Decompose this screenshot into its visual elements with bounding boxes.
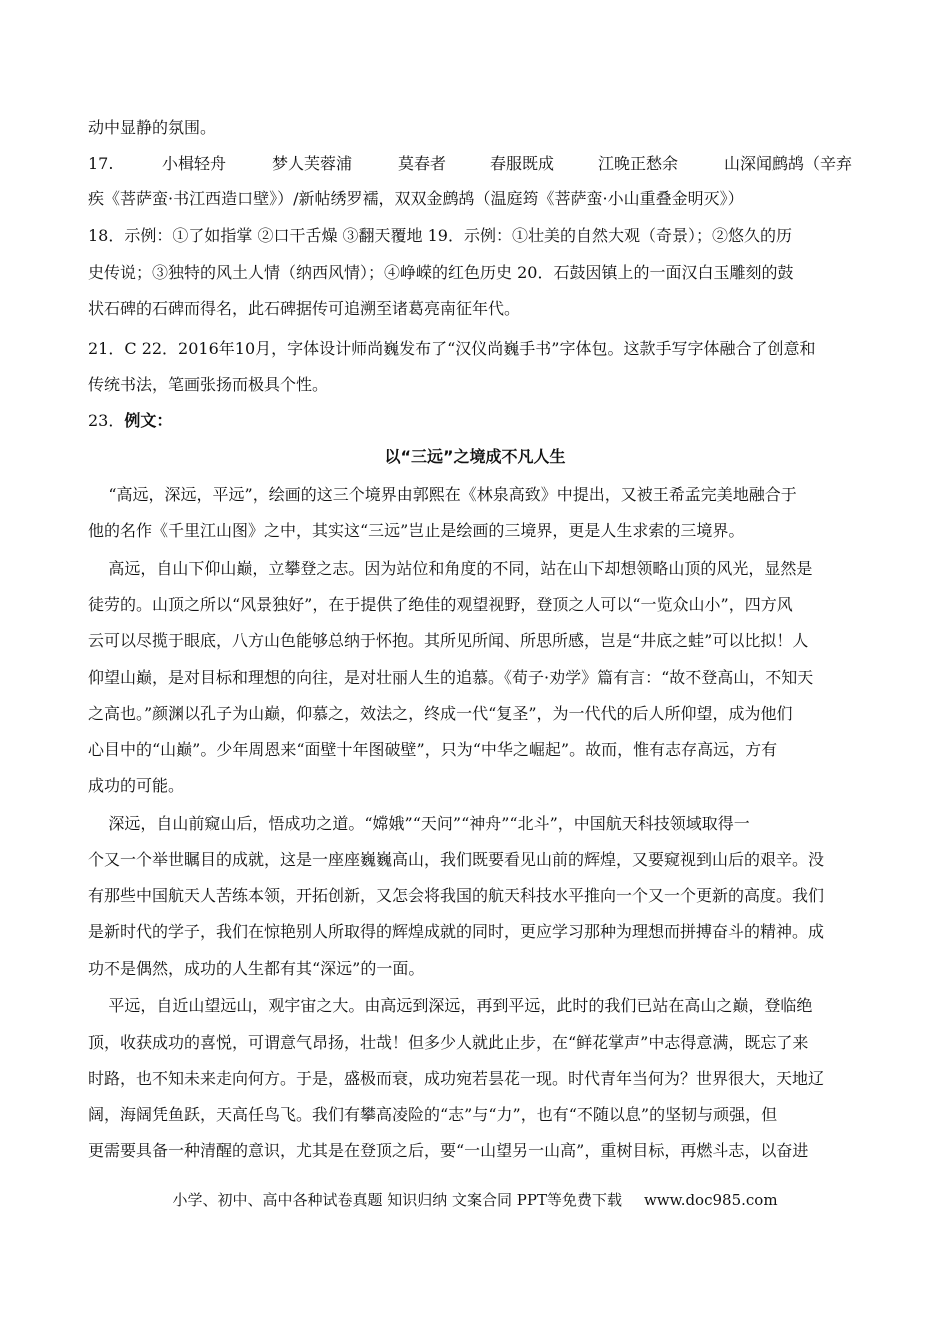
text-line: 动中显静的氛围。 — [88, 118, 217, 137]
text-line: 21．C 22．2016年10月，字体设计师尚巍发布了“汉仪尚巍手书”字体包。这款手写字体融合了创意和 — [88, 339, 816, 358]
answer-blank: 江晚正愁余 — [598, 154, 679, 173]
essay-line: 深远，自山前窥山后，悟成功之道。“嫦娥”“天问”“神舟”“北斗”，中国航天科技领域取得一 — [88, 814, 750, 833]
essay-line: 心目中的“山巅”。少年周恩来“面壁十年图破壁”，只为“中华之崛起”。故而，惟有志存高远，方有 — [88, 740, 778, 759]
essay-line: 功不是偶然，成功的人生都有其“深远”的一面。 — [88, 959, 425, 978]
essay-line: 更需要具备一种清醒的意识，尤其是在登顶之后，要“一山望另一山高”，重树目标，再燃斗志，以奋进 — [88, 1141, 809, 1160]
text-line: 状石碑的石碑而得名，此石碑据传可追溯至诸葛亮南征年代。 — [88, 299, 521, 318]
essay-line: 徒劳的。山顶之所以“风景独好”，在于提供了绝佳的观望视野，登顶之人可以“一览众山小”，四方风 — [88, 595, 793, 614]
page-footer — [0, 1190, 950, 1210]
essay-line: 时路，也不知未来走向何方。于是，盛极而衰，成功宛若昙花一现。时代青年当何为？世界很大，天地辽 — [88, 1069, 825, 1088]
essay-line: 他的名作《千里江山图》之中，其实这“三远”岂止是绘画的三境界，更是人生求索的三境界。 — [88, 521, 745, 540]
essay-line: 顶，收获成功的喜悦，可谓意气昂扬，壮哉！但多少人就此止步，在“鲜花掌声”中志得意满，既忘了来 — [88, 1033, 809, 1052]
text-line: 传统书法，笔画张扬而极具个性。 — [88, 375, 329, 394]
question-23-line — [88, 410, 878, 432]
essay-line: 云可以尽揽于眼底，八方山色能够总纳于怀抱。其所见所闻、所思所感，岂是“井底之蛙”可以比拟！人 — [88, 631, 809, 650]
essay-line: 有那些中国航天人苦练本领，开拓创新，又怎会将我国的航天科技水平推向一个又一个更新的高度。我们 — [88, 886, 825, 905]
essay-line: 仰望山巅，是对目标和理想的向往，是对壮丽人生的追慕。《荀子·劝学》篇有言：“故不登高山，不知天 — [88, 668, 814, 687]
essay-line: 是新时代的学子，我们在惊艳别人所取得的辉煌成就的同时，更应学习那种为理想而拼搏奋斗的精神。成 — [88, 922, 825, 941]
essay-line: 平远，自近山望远山，观宇宙之大。由高远到深远，再到平远，此时的我们已站在高山之巅，登临绝 — [88, 996, 813, 1015]
essay-line: 高远，自山下仰山巅，立攀登之志。因为站位和角度的不同，站在山下却想领略山顶的风光，显然是 — [88, 559, 813, 578]
answer-blank: 莫春者 — [398, 154, 447, 173]
essay-title: 以“三远”之境成不凡人生 — [384, 447, 566, 466]
essay-line: 个又一个举世瞩目的成就，这是一座座巍巍高山，我们既要看见山前的辉煌，又要窥视到山后的艰辛。没 — [88, 850, 825, 869]
essay-line: “高远，深远，平远”，绘画的这三个境界由郭熙在《林泉高致》中提出，又被王希孟完美地融合于 — [88, 485, 797, 504]
footer-text: 小学、初中、高中各种试卷真题 知识归纳 文案合同 PPT等免费下载 — [172, 1191, 622, 1209]
question-number: 23． — [88, 411, 125, 430]
answer-blank: 春服既成 — [490, 154, 555, 173]
essay-line: 之高也。”颜渊以孔子为山巅，仰慕之，效法之，终成一代“复圣”，为一代代的后人所仰望，成为他们 — [88, 704, 793, 723]
answer-blank: 山深闻鹧鸪（辛弃 — [724, 154, 853, 173]
question-number: 17. — [88, 154, 114, 173]
essay-line: 阔，海阔凭鱼跃，天高任鸟飞。我们有攀高凌险的“志”与“力”，也有“不随以息”的坚韧与顽强，但 — [88, 1105, 778, 1124]
text-line: 史传说；③独特的风土人情（纳西风情）；④峥嵘的红色历史 20．石鼓因镇上的一面汉白玉雕刻的鼓 — [88, 263, 794, 282]
text-line: 疾《菩萨蛮·书江西造口壁》）/新帖绣罗襦，双双金鹧鸪（温庭筠《菩萨蛮·小山重叠金明灭》） — [88, 189, 744, 208]
essay-line: 成功的可能。 — [88, 776, 185, 795]
example-label: 例文： — [124, 411, 173, 430]
answer-blank: 梦人芙蓉浦 — [272, 154, 353, 173]
text-line: 18．示例：①了如指掌 ②口干舌燥 ③翻天覆地 19．示例：①壮美的自然大观（奇景）；②悠久的历 — [88, 226, 792, 245]
footer-url: www.doc985.com — [643, 1191, 778, 1209]
answer-blank: 小楫轻舟 — [162, 154, 227, 173]
answer-17-line — [88, 153, 878, 175]
